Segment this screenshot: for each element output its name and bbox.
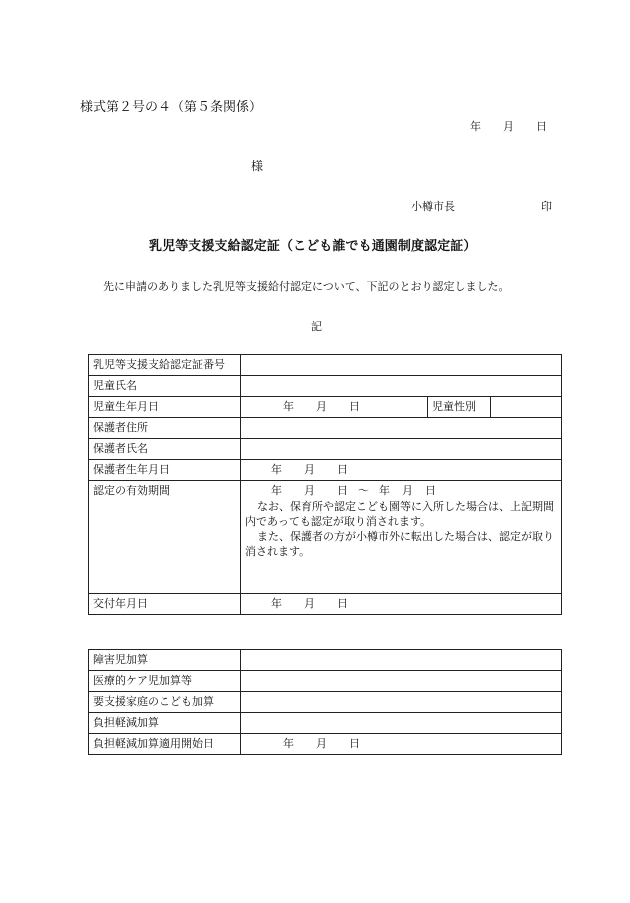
table-row [89, 713, 562, 734]
table-row [89, 376, 562, 397]
table-row [89, 650, 562, 671]
guardian-birth-year: 年 [271, 463, 282, 476]
ki-heading: 記 [311, 320, 322, 333]
disability-value [241, 650, 562, 671]
guardian-birth-value [241, 460, 562, 481]
table-row [89, 439, 562, 460]
medical-care-label: 医療的ケア児加算等 [89, 671, 241, 692]
guardian-birth-label: 保護者生年月日 [89, 460, 241, 481]
guardian-address-value [241, 418, 562, 439]
validity-label: 認定の有効期間 [89, 481, 241, 594]
child-name-label: 児童氏名 [89, 376, 241, 397]
support-family-value [241, 692, 562, 713]
document-title: 乳児等支援支給認定証（こども誰でも通園制度認定証） [149, 239, 477, 254]
child-birth-month: 月 [316, 400, 327, 413]
validity-from-day: 日 [337, 484, 348, 497]
table-row [89, 734, 562, 755]
burden-start-day: 日 [349, 737, 360, 750]
form-number: 様式第２号の４（第５条関係） [80, 100, 263, 115]
disability-label: 障害児加算 [89, 650, 241, 671]
medical-care-value [241, 671, 562, 692]
guardian-name-value [241, 439, 562, 460]
child-birth-year: 年 [283, 400, 294, 413]
issue-date-label: 交付年月日 [89, 594, 241, 615]
validity-from-month: 月 [304, 484, 315, 497]
table-row [89, 355, 562, 376]
issue-date-top [470, 118, 547, 134]
burden-start-month: 月 [316, 737, 327, 750]
child-birth-day: 日 [349, 400, 360, 413]
child-sex-label: 児童性別 [428, 397, 491, 418]
validity-note-2a: また、保護者の方が小樽市外に転出した場合は、認定が取り [257, 530, 554, 543]
table-row [89, 460, 562, 481]
table-row [89, 671, 562, 692]
issue-day: 日 [337, 597, 348, 610]
issue-year: 年 [271, 597, 282, 610]
table-row [89, 692, 562, 713]
validity-from-year: 年 [271, 484, 282, 497]
cert-number-value [241, 355, 562, 376]
validity-to-year: 年 [379, 484, 390, 497]
date-year: 年 [470, 120, 481, 133]
validity-note-1b: 内であっても認定が取り消されます。 [245, 515, 432, 528]
child-sex-value [491, 397, 562, 418]
child-birth-label: 児童生年月日 [89, 397, 241, 418]
issuer-name: 小樽市長 [411, 200, 455, 213]
validity-note-1a: なお、保育所や認定こども園等に入所した場合は、上記期間 [257, 500, 554, 513]
table-row [89, 481, 562, 594]
burden-start-year: 年 [283, 737, 294, 750]
date-month: 月 [503, 120, 514, 133]
validity-note-2b: 消されます。 [245, 545, 311, 558]
intro-text: 先に申請のありました乳児等支援給付認定について、下記のとおり認定しました。 [103, 280, 510, 293]
guardian-name-label: 保護者氏名 [89, 439, 241, 460]
child-name-value [241, 376, 562, 397]
burden-start-value [241, 734, 562, 755]
additions-table [88, 649, 562, 755]
child-birth-value [241, 397, 428, 418]
burden-reduction-value [241, 713, 562, 734]
certificate-table [88, 354, 562, 615]
guardian-address-label: 保護者住所 [89, 418, 241, 439]
addressee-suffix: 様 [251, 159, 264, 173]
seal-mark: 印 [541, 200, 552, 213]
table-row [89, 418, 562, 439]
validity-to-day: 日 [425, 484, 436, 497]
table-row [89, 594, 562, 615]
support-family-label: 要支援家庭のこども加算 [89, 692, 241, 713]
date-day: 日 [536, 120, 547, 133]
validity-to-month: 月 [402, 484, 413, 497]
guardian-birth-month: 月 [304, 463, 315, 476]
issue-date-value [241, 594, 562, 615]
burden-start-label: 負担軽減加算適用開始日 [89, 734, 241, 755]
issue-month: 月 [304, 597, 315, 610]
cert-number-label: 乳児等支援支給認定証番号 [89, 355, 241, 376]
table-row [89, 397, 562, 418]
validity-tilde: 〜 [358, 484, 369, 497]
validity-value [241, 481, 562, 594]
guardian-birth-day: 日 [337, 463, 348, 476]
burden-reduction-label: 負担軽減加算 [89, 713, 241, 734]
